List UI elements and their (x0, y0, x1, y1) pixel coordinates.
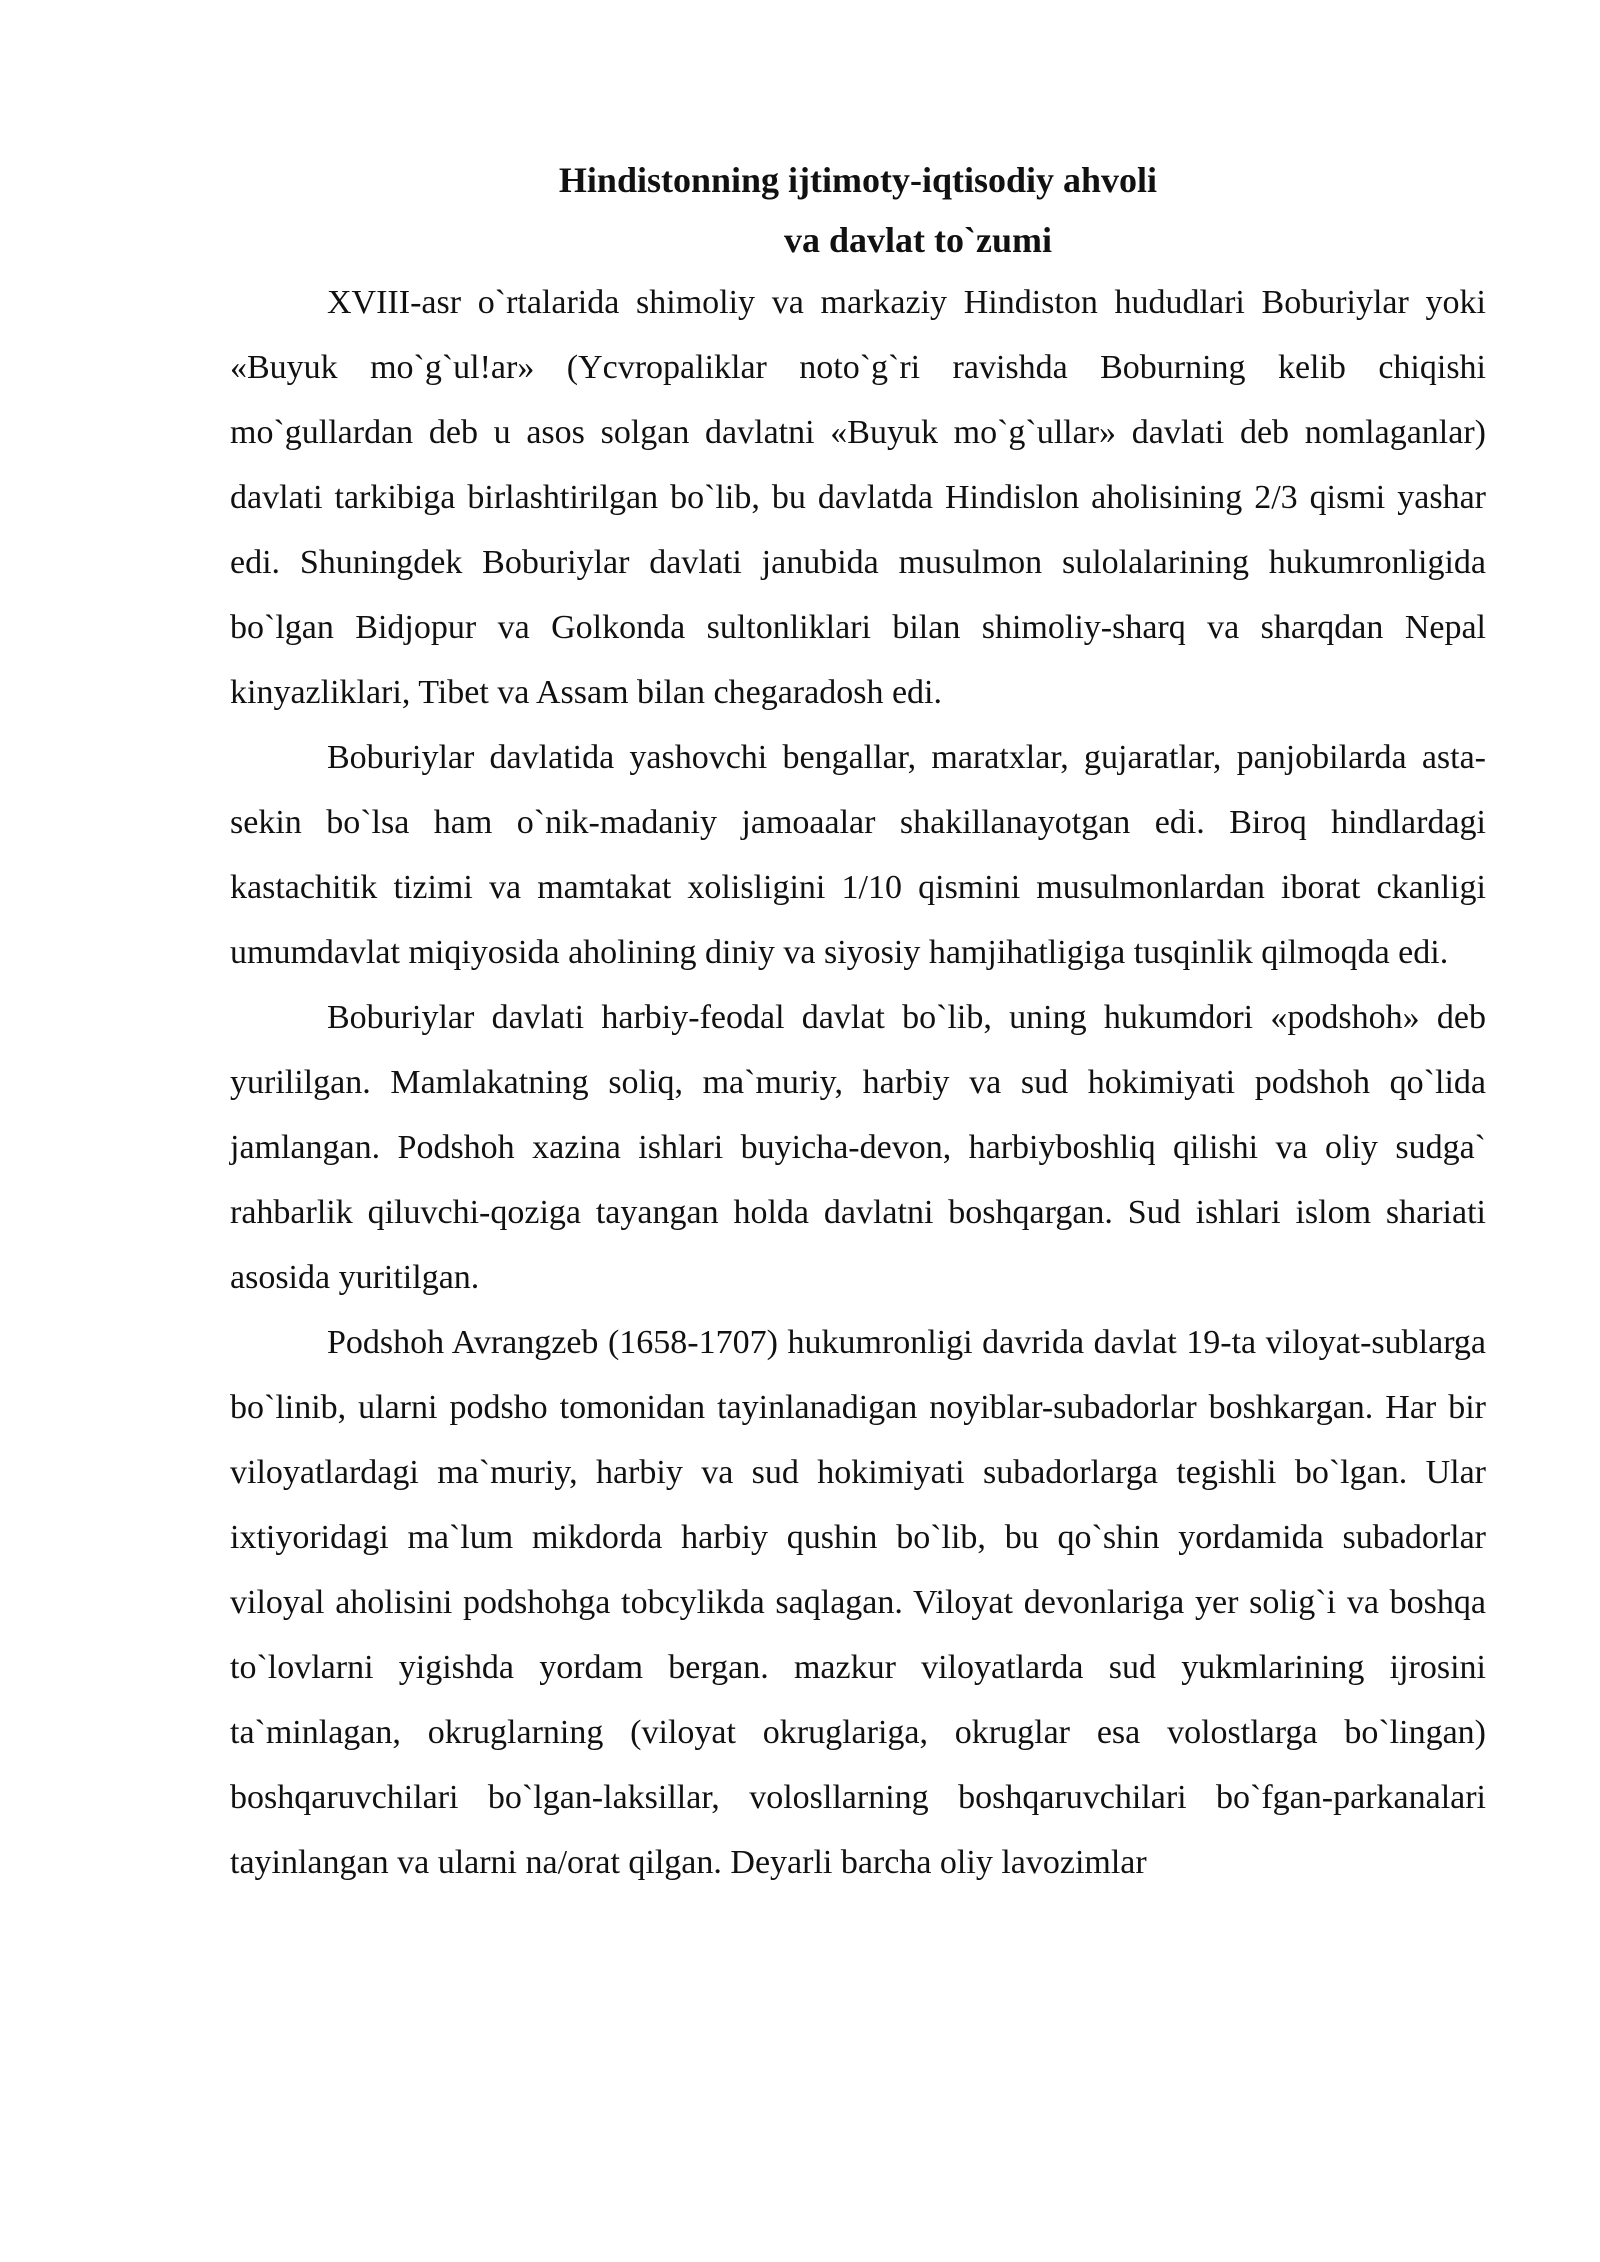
paragraph-2: Boburiylar davlatida yashovchi bengallar, maratxlar, gujaratlar, panjobilarda asta-sekin bo`lsa ham o`nik-madaniy jamoaalar shakillanayotgan edi. Biroq hindlardagi kastachitik tizimi va mamtakat xolisligini 1/10 qismini musulmonlardan iborat ckanligi umumdavlat miqiyosida aholining diniy va siyosiy hamjihatligiga tusqinlik qilmoqda edi. (230, 739, 1486, 971)
paragraph-3: Boburiylar davlati harbiy-feodal davlat bo`lib, uning hukumdori «podshoh» deb yurililgan. Mamlakatning soliq, ma`muriy, harbiy va sud hokimiyati podshoh qo`lida jamlangan. Podshoh xazina ishlari buyicha-devon, harbiyboshliq qilishi va oliy sudga` rahbarlik qiluvchi-qoziga tayangan holda davlatni boshqargan. Sud ishlari islom shariati asosida yuritilgan. (230, 999, 1486, 1296)
paragraph-4: Podshoh Avrangzeb (1658-1707) hukumronligi davrida davlat 19-ta viloyat-sublarga bo`linib, ularni podsho tomonidan tayinlanadigan noyiblar-subadorlar boshkargan. Har bir viloyatlardagi ma`muriy, harbiy va sud hokimiyati subadorlarga tegishli bo`lgan. Ular ixtiyoridagi ma`lum mikdorda harbiy qushin bo`lib, bu qo`shin yordamida subadorlar viloyal aholisini podshohga tobcylikda saqlagan. Viloyat devonlariga yer solig`i va boshqa to`lovlarni yigishda yordam bergan. mazkur viloyatlarda sud yukmlarining ijrosini ta`minlagan, okruglarning (viloyat okruglariga, okruglar esa volostlarga bo`lingan) boshqaruvchilari bo`lgan-laksillar, volosllarning boshqaruvchilari bo`fgan-parkanalari tayinlangan va ularni na/orat qilgan. Deyarli barcha oliy lavozimlar (230, 1324, 1486, 1881)
document-subtitle: va davlat to`zumi (784, 220, 1052, 260)
document-title: Hindistonning ijtimoty-iqtisodiy ahvoli (558, 160, 1158, 200)
document-page (230, 150, 1486, 1895)
paragraph-1: XVIII-asr o`rtalarida shimoliy va markaziy Hindiston hududlari Boburiylar yoki «Buyuk mo`g`ul!ar» (Ycvropaliklar noto`g`ri ravishda Boburning kelib chiqishi mo`gullardan deb u asos solgan davlatni «Buyuk mo`g`ullar» davlati deb nomlaganlar) davlati tarkibiga birlashtirilgan bo`lib, bu davlatda Hindislon aholisining 2/3 qismi yashar edi. Shuningdek Boburiylar davlati janubida musulmon sulolalarining hukumronligida bo`lgan Bidjopur va Golkonda sultonliklari bilan shimoliy-sharq va sharqdan Nepal kinyazliklari, Tibet va Assam bilan chegaradosh edi. (230, 284, 1486, 711)
